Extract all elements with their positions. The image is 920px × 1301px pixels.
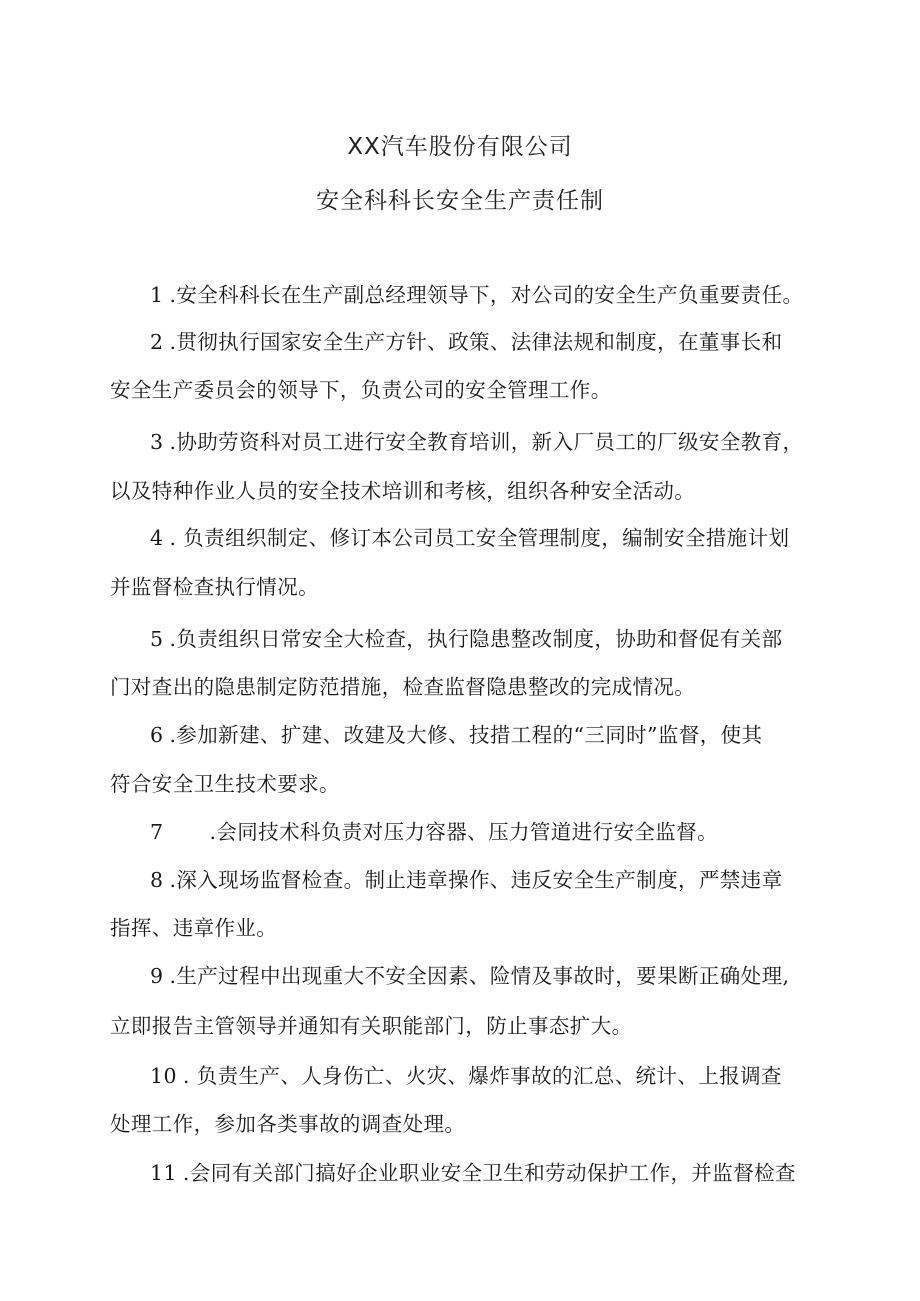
item-text: .深入现场监督检查。制止违章操作、违反安全生产制度，严禁违章	[169, 868, 783, 892]
item-text: .会同技术科负责对压力容器、压力管道进行安全监督。	[209, 820, 718, 844]
item-text: . 负责生产、人身伤亡、火灾、爆炸事故的汇总、统计、上报调查	[182, 1064, 782, 1088]
item-number: 3	[150, 430, 164, 454]
item-number: 7	[150, 820, 164, 844]
item-text: .协助劳资科对员工进行安全教育培训，新入厂员工的厂级安全教育，	[169, 430, 804, 454]
item-3-continuation: 以及特种作业人员的安全技术培训和考核，组织各种安全活动。	[110, 479, 696, 503]
item-6-continuation: 符合安全卫生技术要求。	[110, 772, 340, 796]
item-number: 10	[150, 1064, 177, 1088]
document-title: 安全科科长安全生产责任制	[316, 188, 604, 214]
item-number: 11	[150, 1161, 177, 1185]
list-item-7	[150, 818, 718, 846]
item-text: .安全科科长在生产副总经理领导下，对公司的安全生产负重要责任。	[169, 283, 804, 307]
item-5-continuation: 门对查出的隐患制定防范措施，检查监督隐患整改的完成情况。	[110, 675, 696, 699]
list-item-5	[150, 625, 782, 653]
item-text: .会同有关部门搞好企业职业安全卫生和劳动保护工作，并监督检查	[182, 1161, 796, 1185]
list-item-1	[150, 281, 803, 309]
list-item-8	[150, 866, 782, 894]
item-text: .负责组织日常安全大检查，执行隐患整改制度，协助和督促有关部	[169, 627, 783, 651]
item-number: 5	[150, 627, 164, 651]
item-8-continuation: 指挥、违章作业。	[110, 916, 278, 940]
item-text: .参加新建、扩建、改建及大修、技措工程的“三同时”监督，使其	[169, 723, 763, 747]
item-text: .贯彻执行国家安全生产方针、政策、法律法规和制度，在董事长和	[169, 330, 783, 354]
item-number: 8	[150, 868, 164, 892]
item-text: . 负责组织制定、修订本公司员工安全管理制度，编制安全措施计划	[169, 526, 790, 550]
item-text: .生产过程中出现重大不安全因素、险情及事故时，要果断正确处理,	[169, 964, 790, 988]
item-number: 2	[150, 330, 164, 354]
item-number: 1	[150, 283, 164, 307]
item-9-continuation: 立即报告主管领导并通知有关职能部门，防止事态扩大。	[110, 1014, 633, 1038]
list-item-2	[150, 328, 782, 356]
item-number: 4	[150, 526, 164, 550]
list-item-4	[150, 524, 789, 552]
list-item-6	[150, 721, 762, 749]
item-number: 9	[150, 964, 164, 988]
list-item-11	[150, 1159, 796, 1187]
list-item-10	[150, 1062, 782, 1090]
item-2-continuation: 安全生产委员会的领导下，负责公司的安全管理工作。	[110, 378, 612, 402]
item-4-continuation: 并监督检查执行情况。	[110, 575, 319, 599]
list-item-3	[150, 428, 803, 456]
company-title: XX汽车股份有限公司	[347, 134, 573, 160]
item-number: 6	[150, 723, 164, 747]
list-item-9	[150, 962, 789, 990]
item-10-continuation: 处理工作，参加各类事故的调查处理。	[110, 1112, 466, 1136]
